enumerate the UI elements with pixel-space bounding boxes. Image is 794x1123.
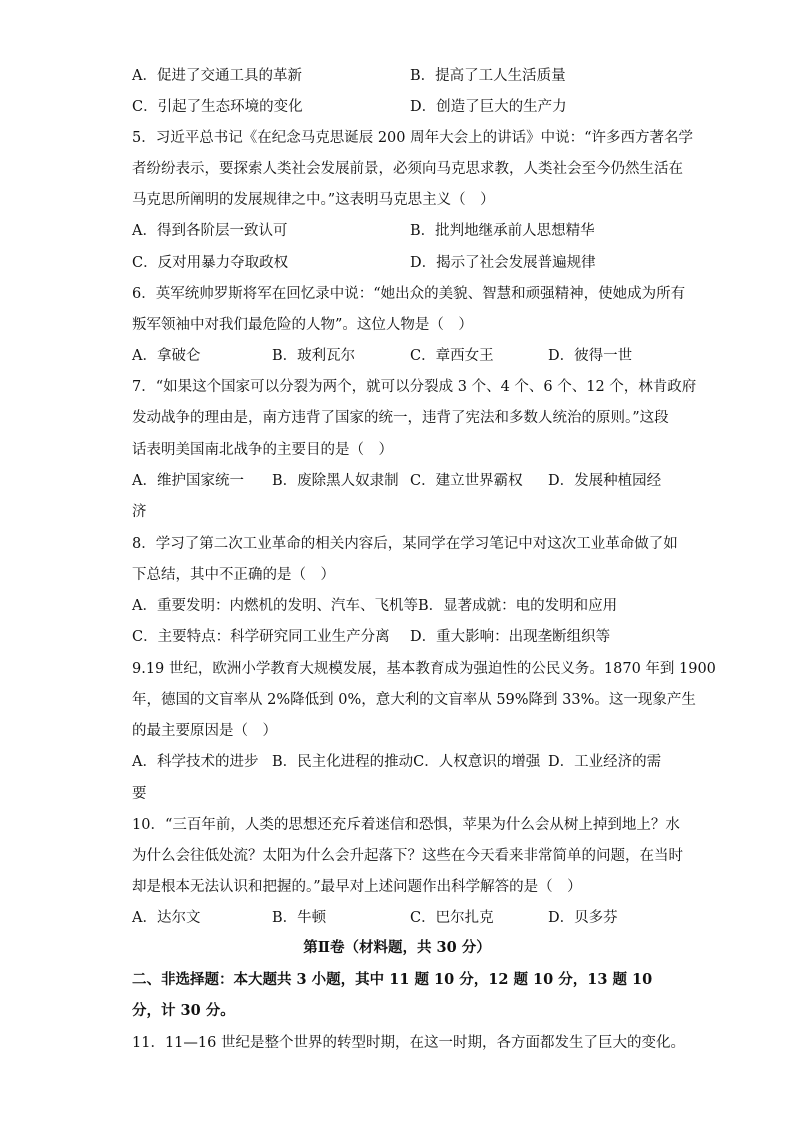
q6-option-c: C．章西女王 xyxy=(410,348,494,364)
q5-option-b: B．批判地继承前人思想精华 xyxy=(410,223,595,239)
q4-option-c: C．引起了生态环境的变化 xyxy=(132,99,303,115)
q8-option-d: D．重大影响：出现垄断组织等 xyxy=(410,629,611,645)
q7-option-a: A．维护国家统一 xyxy=(132,473,244,489)
q9-option-d: D．工业经济的需 xyxy=(548,754,662,770)
q5-option-c: C．反对用暴力夺取政权 xyxy=(132,255,289,271)
q9-option-b-c: B．民主化进程的推动C．人权意识的增强 xyxy=(272,754,541,770)
q5-stem-line-3: 马克思所阐明的发展规律之中。”这表明马克思主义（ ） xyxy=(132,192,495,208)
q7-option-b: B．废除黑人奴隶制 xyxy=(272,473,399,489)
q8-option-c: C．主要特点：科学研究同工业生产分离 xyxy=(132,629,390,645)
q7-stem-line-2: 发动战争的理由是，南方违背了国家的统一，违背了宪法和多数人统治的原则。”这段 xyxy=(132,410,669,426)
q11-stem-line-1: 11．11—16 世纪是整个世界的转型时期，在这一时期，各方面都发生了巨大的变化。 xyxy=(132,1035,685,1051)
q7-stem-line-3: 话表明美国南北战争的主要目的是（ ） xyxy=(132,442,393,458)
q10-option-a: A．达尔文 xyxy=(132,910,201,926)
q7-option-d: D．发展种植园经 xyxy=(548,473,662,489)
q5-stem-line-1: 5．习近平总书记《在纪念马克思诞辰 200 周年大会上的讲话》中说：“许多西方著名学 xyxy=(132,130,694,146)
q9-stem-line-3: 的最主要原因是（ ） xyxy=(132,723,277,739)
q9-option-d-continued: 要 xyxy=(132,786,147,802)
q6-option-a: A．拿破仑 xyxy=(132,348,201,364)
q9-stem-line-1: 9.19 世纪，欧洲小学教育大规模发展，基本教育成为强迫性的公民义务。1870 年到 1900 xyxy=(132,661,716,677)
q7-stem-line-1: 7．“如果这个国家可以分裂为两个，就可以分裂成 3 个、4 个、6 个、12 个，林肯政府 xyxy=(132,379,697,395)
q4-option-d: D．创造了巨大的生产力 xyxy=(410,99,567,115)
q9-option-a: A．科学技术的进步 xyxy=(132,754,259,770)
q6-stem-line-2: 叛军领袖中对我们最危险的人物”。这位人物是（ ） xyxy=(132,317,473,333)
q5-option-a: A．得到各阶层一致认可 xyxy=(132,223,288,239)
q6-option-b: B．玻利瓦尔 xyxy=(272,348,356,364)
q10-stem-line-1: 10．“三百年前，人类的思想还充斥着迷信和恐惧，苹果为什么会从树上掉到地上？水 xyxy=(132,817,680,833)
q4-option-a: A．促进了交通工具的革新 xyxy=(132,68,302,84)
section-2-title: 第Ⅱ卷（材料题，共 30 分） xyxy=(303,939,491,956)
q8-stem-line-2: 下总结，其中不正确的是（ ） xyxy=(132,567,335,583)
q5-stem-line-2: 者纷纷表示，要探索人类社会发展前景，必须向马克思求教，人类社会至今仍然生活在 xyxy=(132,161,683,177)
q7-option-c: C．建立世界霸权 xyxy=(410,473,523,489)
section-2-heading-line-1: 二、非选择题：本大题共 3 小题，其中 11 题 10 分，12 题 10 分，13 题 10 xyxy=(132,971,653,988)
q10-stem-line-2: 为什么会往低处流？太阳为什么会升起落下？这些在今天看来非常简单的问题，在当时 xyxy=(132,848,683,864)
q10-stem-line-3: 却是根本无法认识和把握的。”最早对上述问题作出科学解答的是（ ） xyxy=(132,879,582,895)
q7-option-d-continued: 济 xyxy=(132,504,147,520)
q8-option-a-b: A．重要发明：内燃机的发明、汽车、飞机等B．显著成就：电的发明和应用 xyxy=(132,598,618,614)
q10-option-d: D．贝多芬 xyxy=(548,910,618,926)
q5-option-d: D．揭示了社会发展普遍规律 xyxy=(410,255,596,271)
q9-stem-line-2: 年，德国的文盲率从 2%降低到 0%，意大利的文盲率从 59%降到 33%。这一现象产生 xyxy=(132,692,696,708)
q8-stem-line-1: 8．学习了第二次工业革命的相关内容后，某同学在学习笔记中对这次工业革命做了如 xyxy=(132,536,678,552)
q6-option-d: D．彼得一世 xyxy=(548,348,633,364)
q4-option-b: B．提高了工人生活质量 xyxy=(410,68,566,84)
section-2-heading-line-2: 分，计 30 分。 xyxy=(132,1002,235,1019)
q10-option-b: B．牛顿 xyxy=(272,910,327,926)
q10-option-c: C．巴尔扎克 xyxy=(410,910,494,926)
q6-stem-line-1: 6．英军统帅罗斯将军在回忆录中说：“她出众的美貌、智慧和顽强精神，使她成为所有 xyxy=(132,286,686,302)
